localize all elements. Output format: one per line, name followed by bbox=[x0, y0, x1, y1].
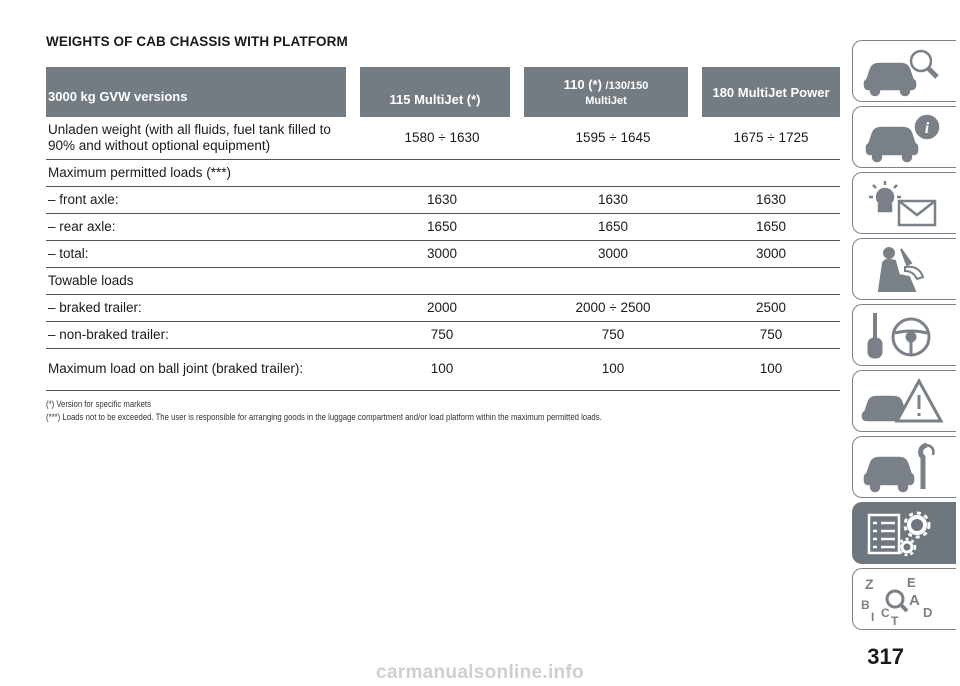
table-row bbox=[46, 348, 840, 390]
row-label: – rear axle: bbox=[46, 213, 360, 240]
row-label: – non-braked trailer: bbox=[46, 321, 360, 348]
table-row bbox=[46, 294, 840, 321]
index-letter: I bbox=[871, 610, 875, 624]
table-row bbox=[46, 186, 840, 213]
row-value-180 bbox=[702, 159, 840, 186]
header-115-multijet: 115 MultiJet (*) bbox=[360, 67, 510, 117]
index-letters-search-icon bbox=[861, 575, 945, 625]
row-value-180: 2500 bbox=[702, 294, 840, 321]
row-value-110 bbox=[524, 267, 702, 294]
row-value-180: 3000 bbox=[702, 240, 840, 267]
row-value-115: 100 bbox=[360, 348, 524, 390]
seat-person-icon bbox=[861, 245, 945, 295]
row-label: – front axle: bbox=[46, 186, 360, 213]
table-header-row bbox=[46, 67, 840, 117]
footnote-specific-markets: (*) Version for specific markets bbox=[46, 399, 151, 409]
index-letter: B bbox=[861, 598, 870, 612]
row-value-115 bbox=[360, 159, 524, 186]
table-row bbox=[46, 321, 840, 348]
row-value-110: 750 bbox=[524, 321, 702, 348]
svg-text:i: i bbox=[924, 120, 930, 137]
light-warning-mail-icon bbox=[861, 179, 945, 229]
chapter-tab-lights-messages[interactable] bbox=[852, 172, 956, 234]
index-letter: Z bbox=[865, 576, 874, 592]
chapter-tab-safety[interactable] bbox=[852, 238, 956, 300]
index-letter: A bbox=[909, 592, 920, 609]
row-value-180: 100 bbox=[702, 348, 840, 390]
index-letter: D bbox=[923, 605, 933, 620]
row-label: – total: bbox=[46, 240, 360, 267]
footnotes bbox=[46, 398, 692, 424]
footnote-loads: (***) Loads not to be exceeded. The user is responsible for arranging goods in the luggage compartment and/or load platform within the maximum permitted loads. bbox=[46, 412, 602, 422]
table-row bbox=[46, 159, 840, 186]
table-row bbox=[46, 267, 840, 294]
weights-table bbox=[46, 67, 840, 391]
row-value-115: 1580 ÷ 1630 bbox=[360, 117, 524, 159]
watermark: carmanualsonline.info bbox=[376, 662, 584, 683]
chapter-tab-car-search[interactable] bbox=[852, 40, 956, 102]
row-value-110: 1595 ÷ 1645 bbox=[524, 117, 702, 159]
row-value-110: 3000 bbox=[524, 240, 702, 267]
row-value-110: 2000 ÷ 2500 bbox=[524, 294, 702, 321]
page-title: WEIGHTS OF CAB CHASSIS WITH PLATFORM bbox=[46, 34, 348, 49]
chapter-tab-technical-specifications[interactable] bbox=[852, 502, 956, 564]
row-value-180: 1675 ÷ 1725 bbox=[702, 117, 840, 159]
header-110-main: 110 (*) bbox=[563, 77, 602, 92]
index-letter: T bbox=[891, 614, 899, 625]
row-label: – braked trailer: bbox=[46, 294, 360, 321]
index-letter: E bbox=[907, 575, 916, 590]
page-number: 317 bbox=[867, 644, 904, 669]
header-110-130-150-multijet bbox=[524, 67, 688, 117]
chapter-tab-starting-driving[interactable] bbox=[852, 304, 956, 366]
row-value-110: 1650 bbox=[524, 213, 702, 240]
chapter-tab-maintenance[interactable] bbox=[852, 436, 956, 498]
specs-list-gear-icon bbox=[861, 509, 945, 559]
row-label: Maximum load on ball joint (braked trailer): bbox=[46, 348, 360, 390]
car-info-icon bbox=[861, 113, 945, 163]
row-value-115 bbox=[360, 267, 524, 294]
row-value-115: 750 bbox=[360, 321, 524, 348]
row-value-180 bbox=[702, 267, 840, 294]
chapter-tab-emergency[interactable] bbox=[852, 370, 956, 432]
row-label: Unladen weight (with all fluids, fuel tank filled to 90% and without optional equipment) bbox=[46, 117, 360, 159]
row-label: Towable loads bbox=[46, 267, 360, 294]
row-value-180: 1650 bbox=[702, 213, 840, 240]
header-110-sub: /130/150 bbox=[605, 80, 649, 92]
row-value-115: 3000 bbox=[360, 240, 524, 267]
row-value-110: 100 bbox=[524, 348, 702, 390]
row-value-115: 1630 bbox=[360, 186, 524, 213]
key-steering-wheel-icon bbox=[861, 311, 945, 361]
row-value-180: 1630 bbox=[702, 186, 840, 213]
car-wrench-icon bbox=[861, 443, 945, 493]
row-value-110: 1630 bbox=[524, 186, 702, 213]
table-row bbox=[46, 213, 840, 240]
index-letter: C bbox=[881, 606, 890, 620]
row-value-110 bbox=[524, 159, 702, 186]
table-row bbox=[46, 240, 840, 267]
row-value-180: 750 bbox=[702, 321, 840, 348]
car-search-icon bbox=[861, 47, 945, 97]
row-label: Maximum permitted loads (***) bbox=[46, 159, 360, 186]
header-180-multijet-power: 180 MultiJet Power bbox=[702, 67, 840, 117]
chapter-tab-index[interactable] bbox=[852, 568, 956, 630]
car-crash-warning-icon bbox=[861, 377, 945, 427]
header-versions: 3000 kg GVW versions bbox=[46, 67, 346, 117]
header-110-line2: MultiJet bbox=[585, 95, 627, 107]
row-value-115: 2000 bbox=[360, 294, 524, 321]
chapter-tab-car-info[interactable] bbox=[852, 106, 956, 168]
row-value-115: 1650 bbox=[360, 213, 524, 240]
table-row bbox=[46, 117, 840, 159]
